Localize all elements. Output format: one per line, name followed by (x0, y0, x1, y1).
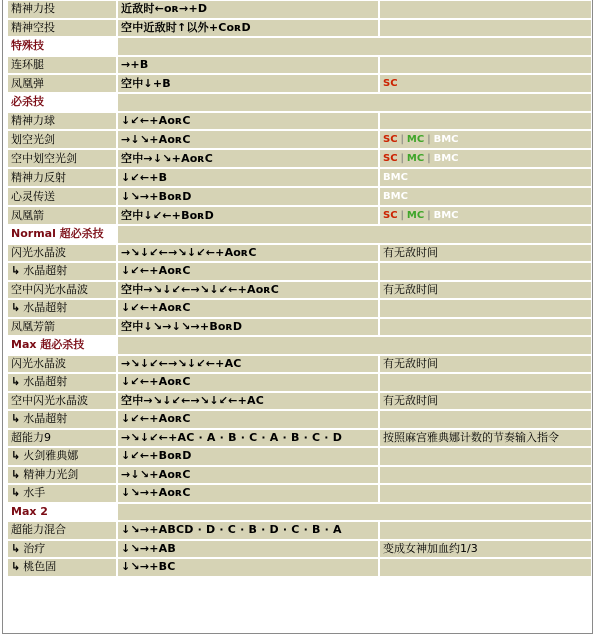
move-row (8, 356, 591, 373)
move-command: →↘↓↙←→↘↓↙←+AᴏʀC (121, 245, 257, 259)
move-name: 划空光剑 (11, 132, 55, 146)
move-row (8, 282, 591, 299)
move-row (8, 411, 591, 428)
move-name: 空中闪光水晶波 (11, 393, 88, 407)
section-header-fill (118, 94, 591, 111)
move-name-cell (8, 20, 116, 37)
cancel-tag-sc: SC (383, 210, 398, 221)
move-name-cell (8, 356, 116, 373)
move-row (8, 559, 591, 576)
move-note: 有无敌时间 (383, 245, 438, 259)
move-row (8, 245, 591, 262)
move-command: →↓↘+AᴏʀC (121, 467, 191, 481)
move-name-cell (8, 57, 116, 74)
move-note-cell (380, 522, 591, 539)
move-row (8, 300, 591, 317)
cancel-tag-mc: MC (406, 134, 425, 145)
move-name-cell (8, 150, 116, 167)
cancel-tag-sc: SC (383, 153, 398, 164)
move-name: 闪光水晶波 (11, 245, 66, 259)
move-note-cell (380, 374, 591, 391)
move-note-cell (380, 57, 591, 74)
move-note-cell (380, 559, 591, 576)
move-note-cell (380, 150, 591, 167)
move-command-cell (118, 448, 378, 465)
move-command: ↓↙←+AᴏʀC (121, 412, 191, 426)
move-row (8, 448, 591, 465)
section-header-fill (118, 226, 591, 243)
move-row (8, 131, 591, 148)
move-row (8, 263, 591, 280)
move-name-cell (8, 207, 116, 224)
move-row (8, 393, 591, 410)
move-name: 精神力投 (11, 2, 55, 16)
move-name: 连环腿 (11, 57, 44, 71)
move-note-cell (380, 411, 591, 428)
move-row (8, 207, 591, 224)
move-note: 有无敌时间 (383, 356, 438, 370)
move-name-cell (8, 75, 116, 92)
move-name: 精神空投 (11, 20, 55, 34)
move-note-cell (380, 263, 591, 280)
move-row (8, 113, 591, 130)
move-row (8, 169, 591, 186)
move-name: 心灵传送 (11, 189, 55, 203)
move-command: 近敌时←ᴏʀ→+D (121, 2, 208, 16)
sub-move-arrow-icon: ↳ (11, 301, 21, 315)
sub-move-arrow-icon: ↳ (11, 449, 21, 463)
move-name: 空中闪光水晶波 (11, 282, 88, 296)
move-name: 超能力9 (11, 430, 51, 444)
section-header (8, 38, 591, 55)
section-header-fill (118, 337, 591, 354)
move-command: ↓↘→+BᴏʀD (121, 189, 192, 203)
move-command: 空中↓↘→↓↘→+BᴏʀD (121, 319, 243, 333)
move-list-table (6, 0, 593, 578)
move-name-cell (8, 485, 116, 502)
move-command-cell (118, 374, 378, 391)
tag-separator: | (400, 153, 404, 164)
move-command-cell (118, 20, 378, 37)
move-command: ↓↘→+AᴏʀC (121, 486, 191, 500)
move-name-cell (8, 374, 116, 391)
move-command-cell (118, 75, 378, 92)
move-name: 水手 (23, 486, 46, 500)
move-command-cell (118, 245, 378, 262)
move-command-cell (118, 113, 378, 130)
sub-move-arrow-icon: ↳ (11, 486, 21, 500)
move-command-cell (118, 188, 378, 205)
move-command-cell (118, 150, 378, 167)
move-command: ↓↙←+B (121, 170, 168, 184)
move-note-cell (380, 300, 591, 317)
move-name: 水晶超射 (23, 375, 68, 389)
move-command: ↓↙←+AᴏʀC (121, 375, 191, 389)
move-row (8, 374, 591, 391)
move-row (8, 75, 591, 92)
move-command-cell (118, 169, 378, 186)
move-command-cell (118, 263, 378, 280)
move-name-cell (8, 169, 116, 186)
section-header (8, 504, 591, 521)
move-name-cell (8, 131, 116, 148)
move-command: 空中↓↙←+BᴏʀD (121, 208, 215, 222)
sub-move-arrow-icon: ↳ (11, 412, 21, 426)
section-header (8, 337, 591, 354)
cancel-tag-mc: MC (406, 210, 425, 221)
move-name: 超能力混合 (11, 523, 66, 537)
move-name: 水晶超射 (23, 412, 68, 426)
move-command: ↓↘→+AB (121, 541, 176, 555)
move-name: 空中划空光剑 (11, 151, 77, 165)
move-name-cell (8, 263, 116, 280)
move-note: 变成女神加血约1/3 (383, 541, 478, 555)
cancel-tag-bmc: BMC (433, 153, 459, 164)
move-name-cell (8, 300, 116, 317)
move-row (8, 57, 591, 74)
move-row (8, 20, 591, 37)
section-title: Max 超必杀技 (8, 337, 116, 354)
move-row (8, 150, 591, 167)
move-name-cell (8, 559, 116, 576)
move-note: 有无敌时间 (383, 282, 438, 296)
move-note-cell (380, 20, 591, 37)
sub-move-arrow-icon: ↳ (11, 560, 21, 574)
move-name: 精神力反射 (11, 170, 66, 184)
move-note-cell (380, 393, 591, 410)
cancel-tag-bmc: BMC (383, 172, 408, 183)
cancel-tag-bmc: BMC (383, 191, 408, 202)
move-command-cell (118, 393, 378, 410)
move-note-cell (380, 207, 591, 224)
move-name: 治疗 (23, 541, 46, 555)
sub-move-arrow-icon: ↳ (11, 375, 21, 389)
sub-move-arrow-icon: ↳ (11, 264, 21, 278)
move-name: 火剑雅典娜 (23, 449, 79, 463)
move-command: ↓↙←+BᴏʀD (121, 449, 192, 463)
move-row (8, 522, 591, 539)
cancel-tag-bmc: BMC (433, 210, 459, 221)
move-name-cell (8, 522, 116, 539)
move-row (8, 467, 591, 484)
move-command: ↓↘→+BC (121, 560, 176, 574)
move-command-cell (118, 559, 378, 576)
move-command: →+B (121, 57, 149, 71)
tag-separator: | (427, 134, 431, 145)
move-command: ↓↙←+AᴏʀC (121, 264, 191, 278)
section-title: 必杀技 (8, 94, 116, 111)
move-command: 空中→↘↓↙←→↘↓↙←+AᴏʀC (121, 282, 279, 296)
move-command-cell (118, 485, 378, 502)
move-command: 空中↓+B (121, 76, 171, 90)
move-name-cell (8, 319, 116, 336)
move-note-cell (380, 467, 591, 484)
move-command-cell (118, 131, 378, 148)
move-note-cell (380, 131, 591, 148)
move-note-cell (380, 282, 591, 299)
move-command: ↓↘→+ABCD · D · C · B · D · C · B · A (121, 523, 342, 537)
move-note-cell (380, 430, 591, 447)
move-note-cell (380, 169, 591, 186)
section-title: Normal 超必杀技 (8, 226, 116, 243)
move-name-cell (8, 467, 116, 484)
move-command: →↓↘+AᴏʀC (121, 132, 191, 146)
move-command: 空中→↓↘+AᴏʀC (121, 151, 214, 165)
cancel-tag-sc: SC (383, 134, 398, 145)
sub-move-arrow-icon: ↳ (11, 467, 21, 481)
move-name: 精神力球 (11, 113, 55, 127)
tag-separator: | (427, 210, 431, 221)
move-note-cell (380, 75, 591, 92)
move-row (8, 319, 591, 336)
sub-move-arrow-icon: ↳ (11, 541, 21, 555)
move-name-cell (8, 411, 116, 428)
move-command: →↘↓↙←→↘↓↙←+AC (121, 356, 242, 370)
move-list-frame (2, 0, 593, 634)
move-note-cell (380, 188, 591, 205)
move-name-cell (8, 245, 116, 262)
move-name-cell (8, 393, 116, 410)
move-name-cell (8, 188, 116, 205)
move-name-cell (8, 113, 116, 130)
move-command-cell (118, 411, 378, 428)
move-name-cell (8, 1, 116, 18)
move-note-cell (380, 448, 591, 465)
section-header-fill (118, 38, 591, 55)
section-title: Max 2 (8, 504, 116, 521)
move-command-cell (118, 356, 378, 373)
move-command: ↓↙←+AᴏʀC (121, 113, 191, 127)
move-command-cell (118, 319, 378, 336)
move-name: 水晶超射 (23, 301, 68, 315)
section-header-fill (118, 504, 591, 521)
move-name: 凤凰芳箭 (11, 319, 55, 333)
move-name: 桃色固 (23, 560, 57, 574)
move-command: ↓↙←+AᴏʀC (121, 301, 191, 315)
move-name: 凤凰弹 (11, 76, 44, 90)
move-note-cell (380, 485, 591, 502)
move-command-cell (118, 467, 378, 484)
move-command: 空中→↘↓↙←→↘↓↙←+AC (121, 393, 264, 407)
move-note: 有无敌时间 (383, 393, 438, 407)
move-note-cell (380, 113, 591, 130)
move-command-cell (118, 300, 378, 317)
tag-separator: | (400, 134, 404, 145)
move-name-cell (8, 430, 116, 447)
tag-separator: | (400, 210, 404, 221)
cancel-tag-sc: SC (383, 78, 398, 89)
move-command-cell (118, 57, 378, 74)
section-header (8, 94, 591, 111)
move-name-cell (8, 448, 116, 465)
move-row (8, 188, 591, 205)
move-command: →↘↓↙←+AC · A · B · C · A · B · C · D (121, 430, 343, 444)
move-row (8, 430, 591, 447)
move-name: 凤凰箭 (11, 208, 44, 222)
move-command-cell (118, 1, 378, 18)
move-note-cell (380, 541, 591, 558)
move-name: 水晶超射 (23, 264, 68, 278)
move-command-cell (118, 541, 378, 558)
move-row (8, 541, 591, 558)
move-row (8, 1, 591, 18)
move-command-cell (118, 522, 378, 539)
move-note-cell (380, 245, 591, 262)
cancel-tag-bmc: BMC (433, 134, 459, 145)
move-note-cell (380, 356, 591, 373)
move-command: 空中近敌时↑以外+CᴏʀD (121, 20, 251, 34)
move-note-cell (380, 319, 591, 336)
move-row (8, 485, 591, 502)
move-command-cell (118, 207, 378, 224)
move-command-cell (118, 282, 378, 299)
move-name: 精神力光剑 (23, 467, 79, 481)
move-name-cell (8, 282, 116, 299)
move-list-body (8, 1, 591, 576)
cancel-tag-mc: MC (406, 153, 425, 164)
section-title: 特殊技 (8, 38, 116, 55)
move-name-cell (8, 541, 116, 558)
move-note-cell (380, 1, 591, 18)
section-header (8, 226, 591, 243)
move-note: 按照麻宫雅典娜计数的节奏输入指令 (383, 430, 559, 444)
move-command-cell (118, 430, 378, 447)
tag-separator: | (427, 153, 431, 164)
move-name: 闪光水晶波 (11, 356, 66, 370)
